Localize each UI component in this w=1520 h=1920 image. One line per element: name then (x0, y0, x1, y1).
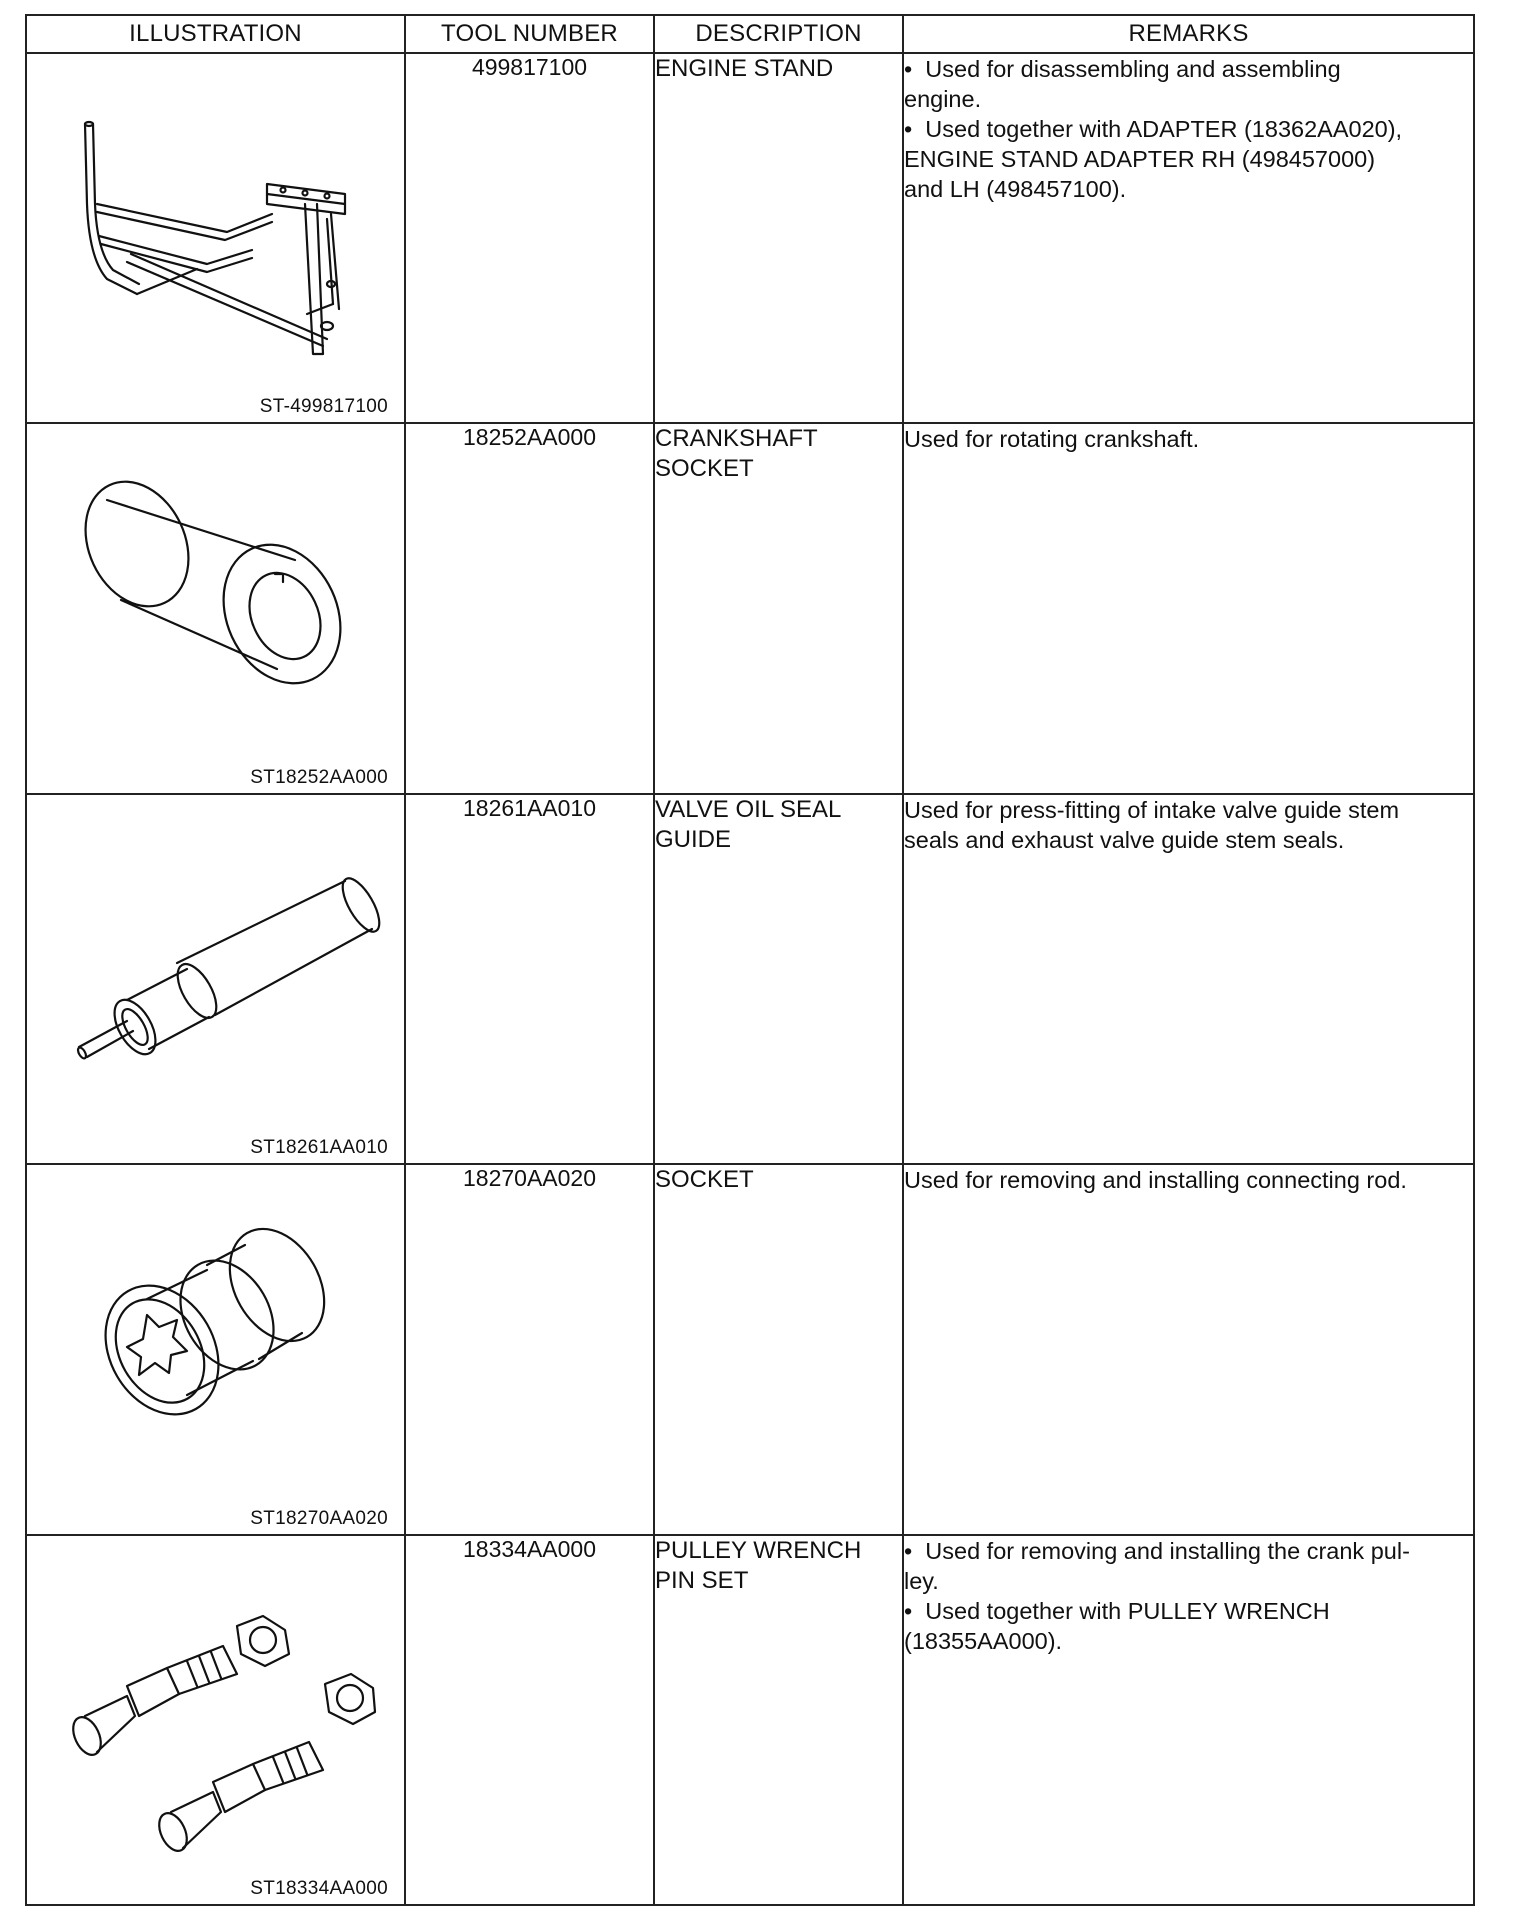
remarks-line: ENGINE STAND ADAPTER RH (498457000) (904, 146, 1376, 172)
remarks-line: • Used for removing and installing the crank pul- (904, 1537, 1410, 1564)
remarks-line: and LH (498457100). (904, 176, 1127, 202)
tool-remarks (903, 1164, 1474, 1534)
header-remarks: REMARKS (903, 15, 1474, 53)
illustration-cell (26, 423, 405, 793)
table-row (26, 1535, 1474, 1905)
illustration-cell (26, 1535, 405, 1905)
remarks-line: Used for press-fitting of intake valve guide stem (904, 796, 1400, 823)
special-tools-table (25, 14, 1475, 1906)
description-line: SOCKET (655, 1166, 754, 1194)
header-tool-number: TOOL NUMBER (405, 15, 654, 53)
table-row (26, 794, 1474, 1164)
description-line: SOCKET (655, 455, 754, 483)
remarks-line: engine. (904, 86, 982, 112)
tool-number: 18270AA020 (405, 1164, 654, 1534)
header-illustration: ILLUSTRATION (26, 15, 405, 53)
tool-remarks (903, 423, 1474, 793)
illustration-caption: ST18334AA000 (250, 1878, 388, 1899)
socket-illustration (27, 1165, 406, 1535)
engine-stand-illustration (27, 54, 406, 424)
description-line: CRANKSHAFT (655, 425, 818, 453)
remarks-line: • Used together with PULLEY WRENCH (904, 1597, 1330, 1624)
tool-remarks (903, 53, 1474, 423)
valve-oil-seal-guide-illustration (27, 795, 406, 1165)
table-row (26, 53, 1474, 423)
remarks-line: • Used together with ADAPTER (18362AA020), (904, 116, 1403, 142)
tool-description (654, 794, 903, 1164)
header-row (26, 15, 1474, 53)
tool-number: 18261AA010 (405, 794, 654, 1164)
description-line: PULLEY WRENCH (655, 1536, 862, 1564)
remarks-line: Used for removing and installing connecting rod. (904, 1167, 1407, 1194)
tool-description (654, 423, 903, 793)
illustration-cell (26, 1164, 405, 1534)
remarks-line: • Used for disassembling and assembling (904, 56, 1341, 82)
tool-description (654, 53, 903, 423)
description-line: ENGINE STAND (655, 55, 834, 82)
description-line: PIN SET (655, 1566, 749, 1594)
remarks-line: Used for rotating crankshaft. (904, 426, 1200, 453)
table-row (26, 423, 1474, 793)
tool-description (654, 1535, 903, 1905)
illustration-caption: ST-499817100 (259, 396, 388, 418)
tool-number: 18334AA000 (405, 1535, 654, 1905)
remarks-line: ley. (904, 1567, 939, 1594)
tool-remarks (903, 794, 1474, 1164)
crankshaft-socket-illustration (27, 424, 406, 794)
table-row (26, 1164, 1474, 1534)
illustration-cell (26, 53, 405, 423)
remarks-line: seals and exhaust valve guide stem seals. (904, 826, 1345, 853)
illustration-caption: ST18270AA020 (250, 1507, 388, 1529)
illustration-caption: ST18261AA010 (250, 1137, 388, 1159)
remarks-line: (18355AA000). (904, 1627, 1063, 1654)
tool-description (654, 1164, 903, 1534)
illustration-caption: ST18252AA000 (250, 766, 388, 788)
tool-remarks (903, 1535, 1474, 1905)
tool-number: 18252AA000 (405, 423, 654, 793)
description-line: VALVE OIL SEAL (655, 795, 842, 823)
pulley-wrench-pin-set-illustration (27, 1536, 406, 1906)
description-line: GUIDE (655, 825, 732, 853)
illustration-cell (26, 794, 405, 1164)
tool-number: 499817100 (405, 53, 654, 423)
header-description: DESCRIPTION (654, 15, 903, 53)
